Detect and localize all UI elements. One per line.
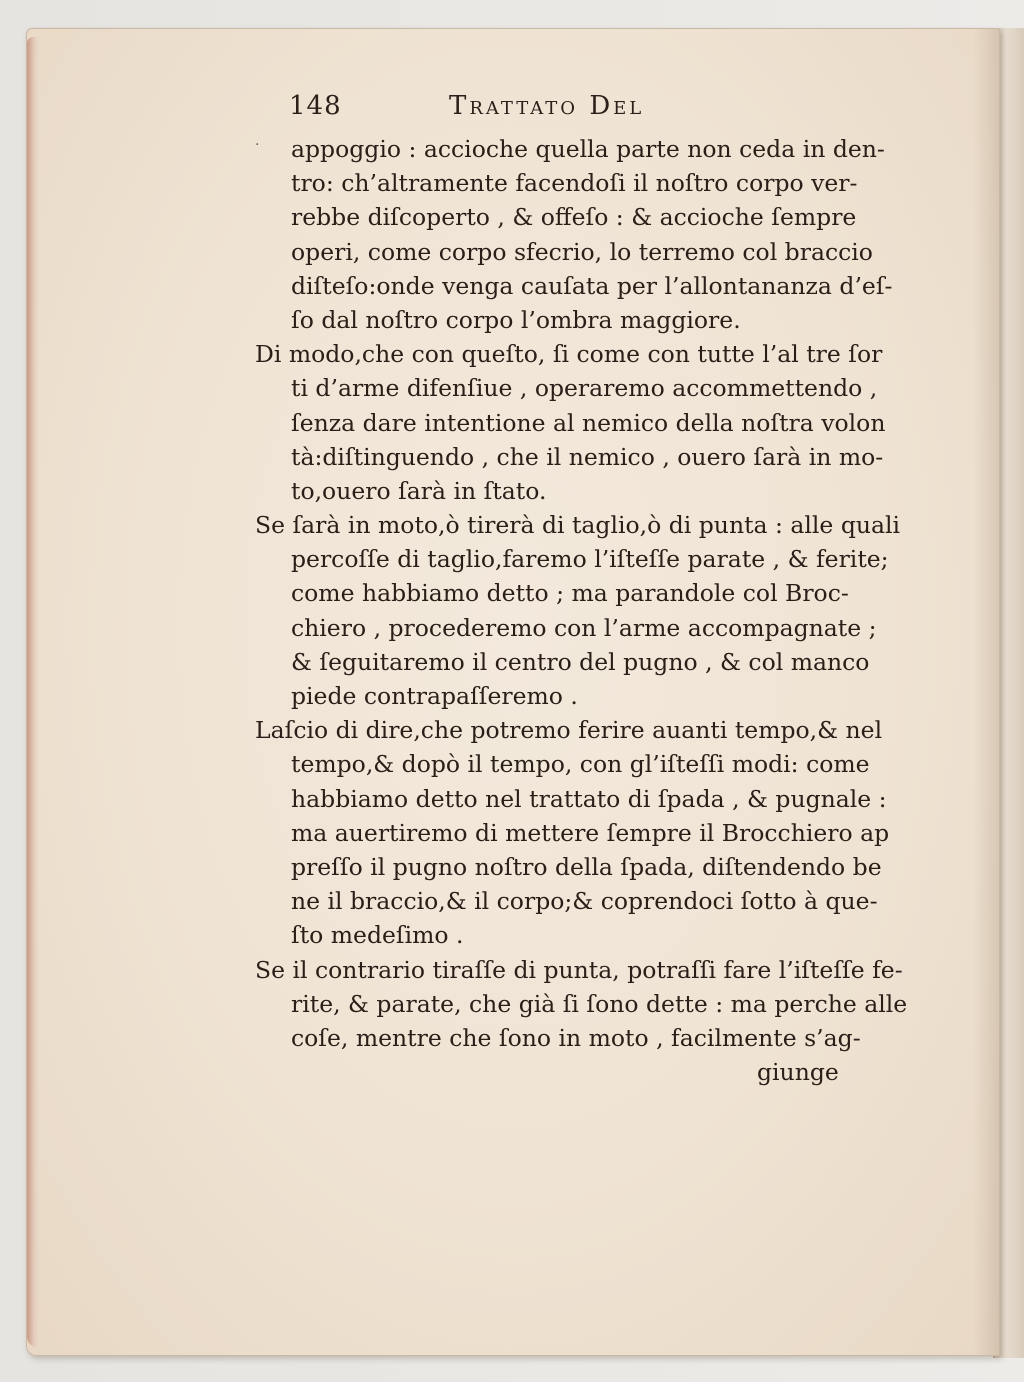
paragraph [255,132,893,337]
text-line: coſe, mentre che ſono in moto , facilmente s’ag- [291,1023,861,1052]
text-line: Se il contrario tiraſſe di punta, potraſſi fare l’iſteſſe fe- [255,955,903,984]
text-line: rite, & parate, che già ſi ſono dette : ma perche alle [291,989,908,1018]
text-line: rebbe diſcoperto , & offeſo : & accioche ſempre [291,203,857,232]
text-line: preſſo il pugno noſtro della ſpada, diſtendendo be [291,852,882,881]
text-line: ma auertiremo di mettere ſempre il Brocchiero ap [291,818,890,847]
text-line: ſo dal noſtro corpo l’ombra maggiore. [291,305,741,334]
text-line: appoggio : accioche quella parte non ceda in den- [291,135,885,163]
paragraph [255,713,890,952]
text-block [255,132,908,1089]
running-head [289,91,769,131]
margin-mark: · [255,137,260,153]
text-line: habbiamo detto nel trattato di ſpada , & pugnale : [291,784,887,813]
paragraph [255,508,901,713]
text-line: tro: ch’altramente facendoſi il noſtro corpo ver- [291,169,858,198]
text-line: chiero , procederemo con l’arme accompagnate ; [291,613,877,642]
catchword: giunge [757,1058,839,1087]
paragraph [255,337,886,508]
text-line: diſteſo:onde venga cauſata per l’allontananza d’eſ- [291,271,893,300]
text-line: Di modo,che con queſto, ſi come con tutte l’al tre ſor [255,340,883,369]
page-number: 148 [289,91,342,121]
text-line: tempo,& dopò il tempo, con gl’iſteſſi modi: come [291,750,870,779]
text-line: ſenza dare intentione al nemico della noſtra volon [291,408,886,437]
text-line: & ſeguitaremo il centro del pugno , & col manco [291,647,870,676]
text-line: to,ouero ſarà in ſtato. [291,476,547,505]
text-line: percoſſe di taglio,faremo l’iſteſſe parate , & ferite; [291,545,889,574]
text-line: ne il braccio,& il corpo;& coprendoci ſotto à que- [291,887,878,916]
text-line: Se ſarà in moto,ò tirerà di taglio,ò di punta : alle quali [255,511,901,540]
text-line: tà:diſtinguendo , che il nemico , ouero ſarà in mo- [291,442,884,471]
running-head-title: Trattato Del [449,91,645,121]
paragraph [255,953,908,1056]
text-line: piede contrapaſſeremo . [291,682,578,710]
text-line: ſto medeſimo . [291,921,464,950]
book-page [26,28,1000,1356]
text-line: Laſcio di dire,che potremo ferire auanti tempo,& nel [255,716,883,745]
text-line: come habbiamo detto ; ma parandole col Broc- [291,579,849,608]
text-line: operi, come corpo sfecrio, lo terremo col braccio [291,237,873,266]
text-line: ti d’arme difenſiue , operaremo accommettendo , [291,374,878,403]
